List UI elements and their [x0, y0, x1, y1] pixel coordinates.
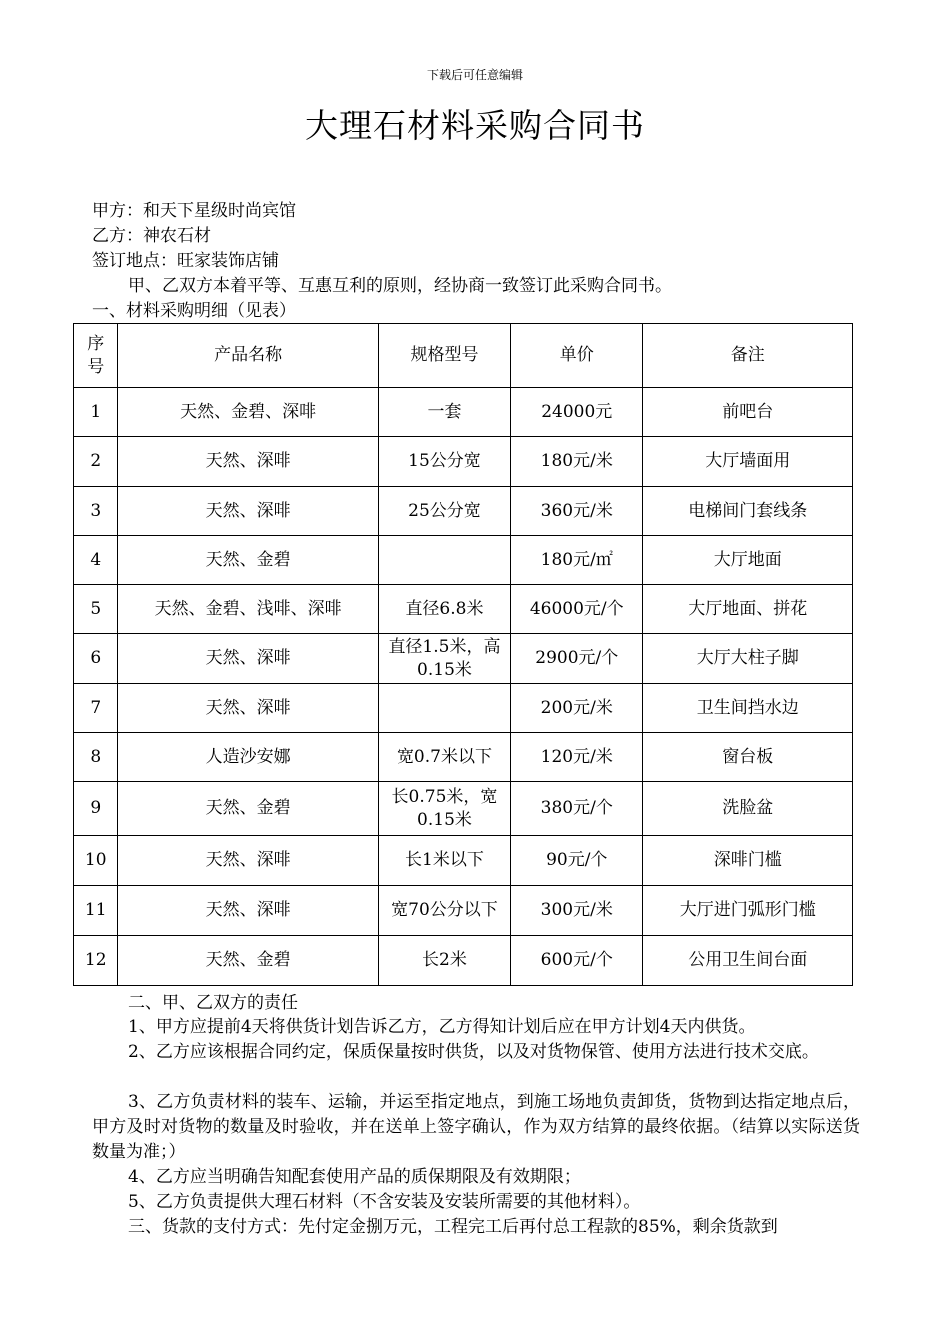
cell-name: 天然、金碧 [118, 536, 378, 585]
cell-note: 大厅地面、拼花 [643, 585, 853, 634]
cell-note: 大厅进门弧形门槛 [643, 886, 853, 936]
document-title: 大理石材料采购合同书 [305, 106, 645, 145]
clause-5: 5、乙方负责提供大理石材料（不含安装及安装所需要的其他材料）。 [128, 1192, 641, 1212]
table-row [74, 634, 853, 684]
cell-note: 大厅大柱子脚 [643, 634, 853, 684]
cell-no: 10 [74, 836, 118, 886]
cell-name: 天然、深啡 [118, 634, 378, 684]
clause-1: 1、甲方应提前4天将供货计划告诉乙方，乙方得知计划后应在甲方计划4天内供货。 [128, 1017, 756, 1037]
cell-name: 天然、金碧、深啡 [118, 388, 378, 437]
cell-no: 4 [74, 536, 118, 585]
cell-no: 8 [74, 733, 118, 782]
cell-note: 前吧台 [643, 388, 853, 437]
cell-no: 11 [74, 886, 118, 936]
cell-no: 9 [74, 782, 118, 836]
table-row [74, 782, 853, 836]
cell-price: 180元/米 [511, 437, 643, 487]
cell-note: 公用卫生间台面 [643, 936, 853, 986]
header-no: 序号 [74, 324, 118, 388]
party-a: 甲方：和天下星级时尚宾馆 [92, 201, 296, 221]
table-row [74, 536, 853, 585]
clause-2: 2、乙方应该根据合同约定，保质保量按时供货，以及对货物保管、使用方法进行技术交底。 [128, 1042, 819, 1062]
cell-spec: 长1米以下 [378, 836, 510, 886]
cell-spec: 25公分宽 [378, 487, 510, 536]
cell-spec: 一套 [378, 388, 510, 437]
cell-spec: 宽0.7米以下 [378, 733, 510, 782]
cell-note: 大厅墙面用 [643, 437, 853, 487]
cell-price: 120元/米 [511, 733, 643, 782]
cell-no: 3 [74, 487, 118, 536]
section-2-heading: 二、甲、乙双方的责任 [128, 993, 298, 1013]
section-3-heading: 三、货款的支付方式：先付定金捌万元，工程完工后再付总工程款的85%，剩余货款到 [128, 1217, 778, 1237]
table-row [74, 487, 853, 536]
cell-no: 7 [74, 684, 118, 733]
clause-3: 3、乙方负责材料的装车、运输，并运至指定地点，到施工场地负责卸货，货物到达指定地点后，甲方及时对货物的数量及时验收，并在送单上签字确认，作为双方结算的最终依据。（结算以实际送货数量为准；） [92, 1092, 860, 1162]
cell-name: 天然、金碧、浅啡、深啡 [118, 585, 378, 634]
header-name: 产品名称 [118, 324, 378, 388]
cell-no: 12 [74, 936, 118, 986]
cell-no: 1 [74, 388, 118, 437]
header-price: 单价 [511, 324, 643, 388]
table-row [74, 684, 853, 733]
cell-no: 5 [74, 585, 118, 634]
table-row [74, 886, 853, 936]
cell-price: 90元/个 [511, 836, 643, 886]
table-row [74, 936, 853, 986]
clause-4: 4、乙方应当明确告知配套使用产品的质保期限及有效期限； [128, 1167, 581, 1187]
table-row [74, 585, 853, 634]
cell-note: 卫生间挡水边 [643, 684, 853, 733]
cell-name: 人造沙安娜 [118, 733, 378, 782]
cell-spec: 直径6.8米 [378, 585, 510, 634]
cell-note: 洗脸盆 [643, 782, 853, 836]
cell-spec [378, 536, 510, 585]
signing-location: 签订地点：旺家装饰店铺 [92, 251, 279, 271]
cell-spec: 直径1.5米，高0.15米 [378, 634, 510, 684]
table-row [74, 437, 853, 487]
cell-note: 窗台板 [643, 733, 853, 782]
cell-note: 电梯间门套线条 [643, 487, 853, 536]
cell-price: 600元/个 [511, 936, 643, 986]
cell-spec: 宽70公分以下 [378, 886, 510, 936]
table-header-row [74, 324, 853, 388]
cell-spec: 长0.75米，宽0.15米 [378, 782, 510, 836]
party-b: 乙方：神农石材 [92, 226, 211, 246]
cell-spec: 15公分宽 [378, 437, 510, 487]
cell-price: 300元/米 [511, 886, 643, 936]
table-row [74, 733, 853, 782]
cell-name: 天然、深啡 [118, 684, 378, 733]
header-spec: 规格型号 [378, 324, 510, 388]
table-row [74, 388, 853, 437]
header-note: 下载后可任意编辑 [426, 68, 523, 82]
cell-price: 360元/米 [511, 487, 643, 536]
section-1-heading: 一、材料采购明细（见表） [92, 301, 296, 321]
cell-no: 2 [74, 437, 118, 487]
cell-name: 天然、深啡 [118, 886, 378, 936]
cell-spec: 长2米 [378, 936, 510, 986]
table-row [74, 836, 853, 886]
cell-price: 200元/米 [511, 684, 643, 733]
cell-price: 380元/个 [511, 782, 643, 836]
cell-note: 深啡门槛 [643, 836, 853, 886]
cell-spec [378, 684, 510, 733]
cell-name: 天然、深啡 [118, 836, 378, 886]
cell-name: 天然、金碧 [118, 782, 378, 836]
cell-price: 2900元/个 [511, 634, 643, 684]
cell-price: 24000元 [511, 388, 643, 437]
cell-price: 46000元/个 [511, 585, 643, 634]
cell-name: 天然、金碧 [118, 936, 378, 986]
cell-name: 天然、深啡 [118, 487, 378, 536]
cell-name: 天然、深啡 [118, 437, 378, 487]
header-note: 备注 [643, 324, 853, 388]
cell-no: 6 [74, 634, 118, 684]
intro-paragraph: 甲、乙双方本着平等、互惠互利的原则，经协商一致签订此采购合同书。 [128, 276, 672, 296]
cell-note: 大厅地面 [643, 536, 853, 585]
materials-table [73, 323, 853, 986]
cell-price: 180元/㎡ [511, 536, 643, 585]
